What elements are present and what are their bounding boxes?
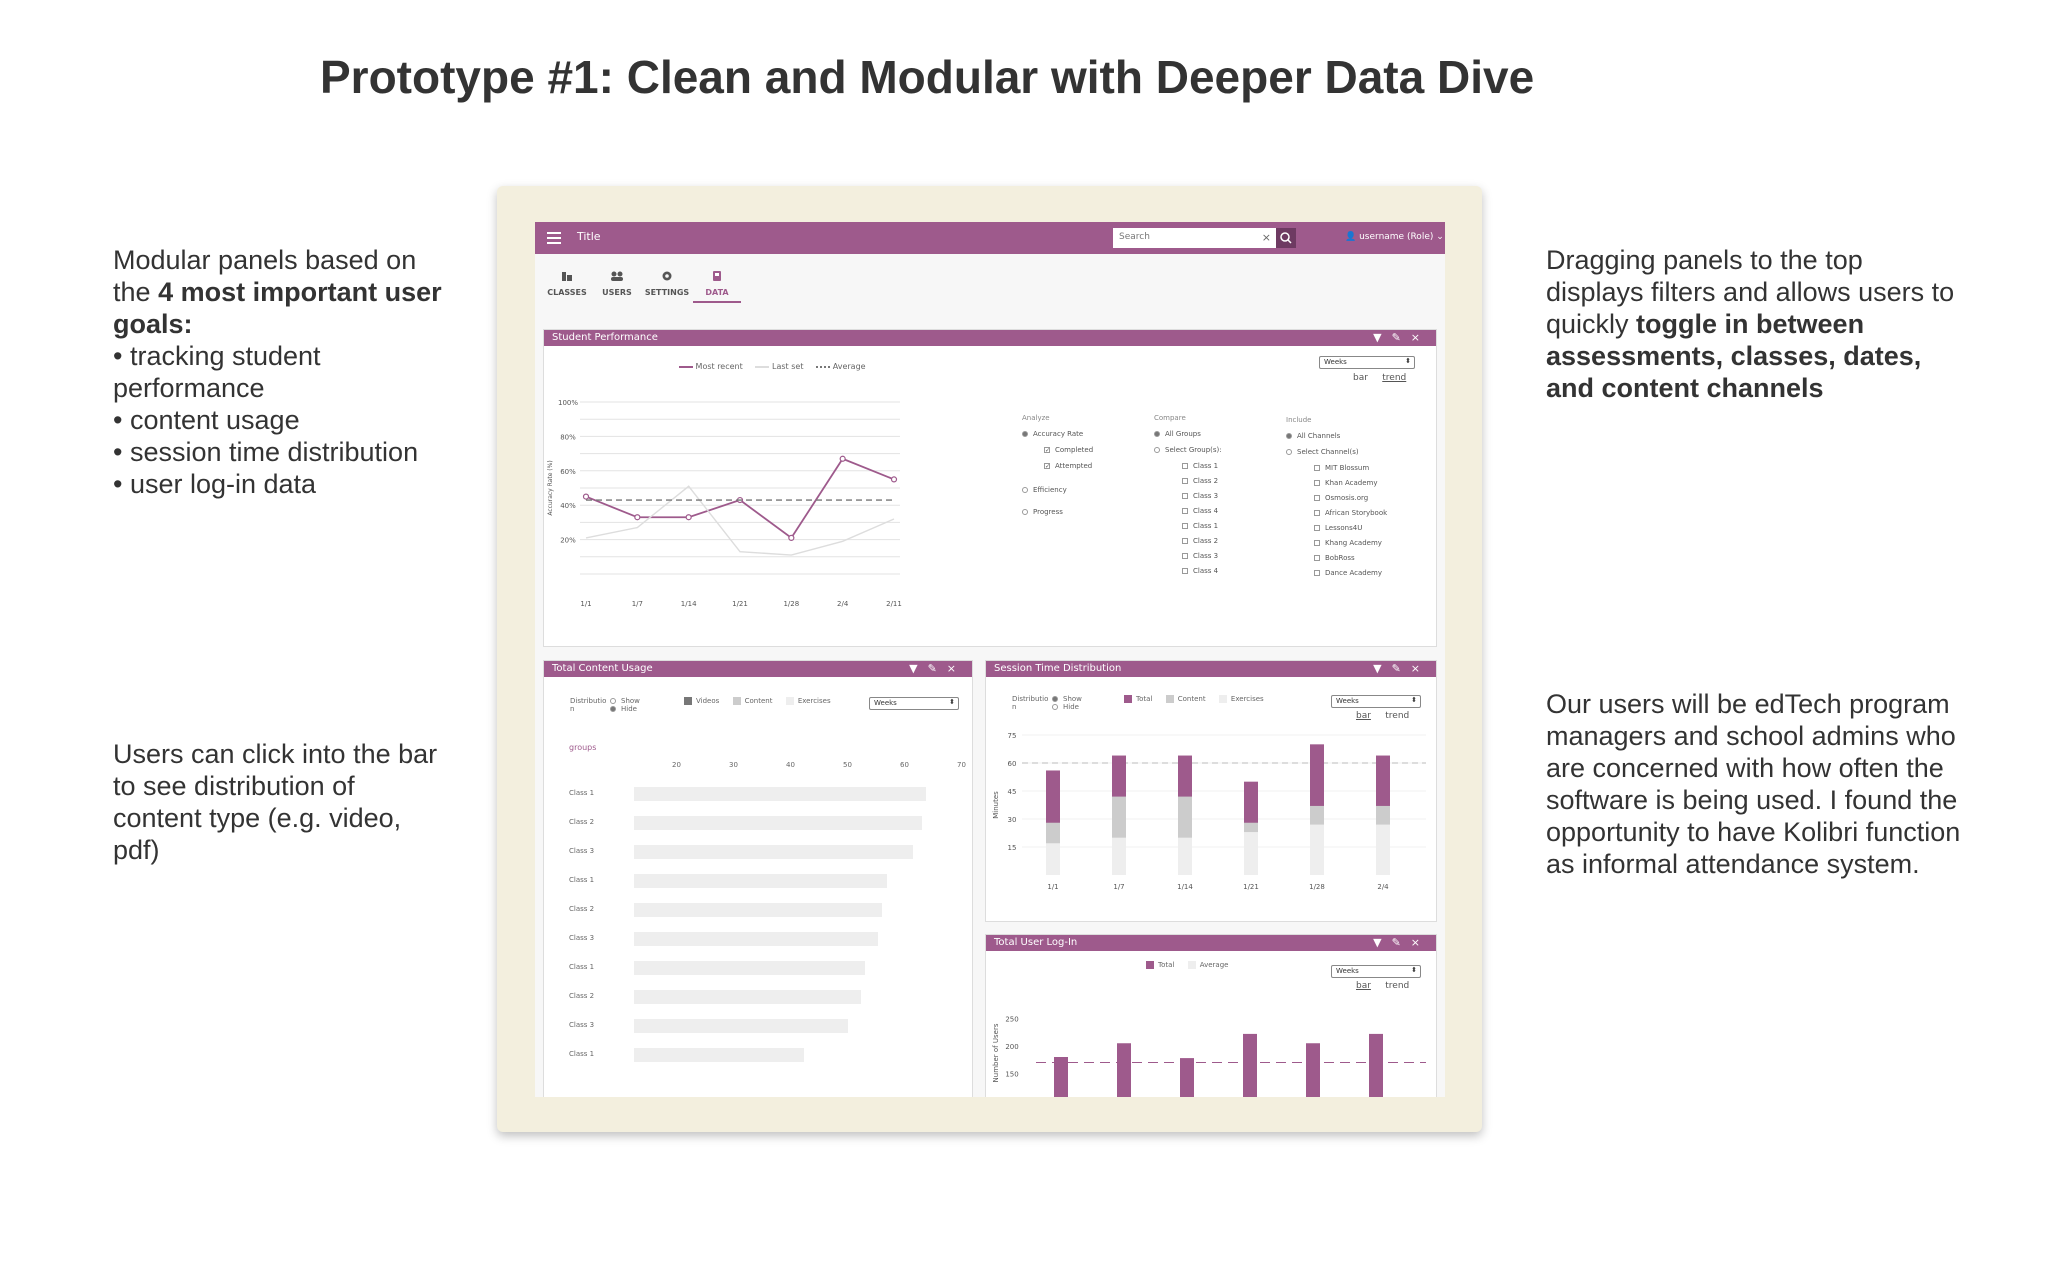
select-groups-radio[interactable]: Select Group(s):	[1154, 446, 1222, 462]
checkbox[interactable]	[1314, 555, 1320, 561]
search-placeholder: Search	[1119, 232, 1150, 242]
nav-tabs	[535, 262, 835, 310]
y-axis-label: Accuracy Rate (%)	[547, 460, 554, 516]
channel-checkbox-label: BobRoss	[1325, 554, 1355, 562]
period-select-value: Weeks	[1324, 358, 1347, 366]
x-tick-label: 1/28	[1309, 883, 1325, 891]
panel-header[interactable]	[544, 330, 1436, 346]
include-options	[1286, 416, 1387, 584]
session-legend: Total Content Exercises	[1124, 695, 1264, 703]
clear-icon[interactable]: ×	[1261, 231, 1271, 244]
x-tick-label: 70	[957, 761, 966, 769]
x-tick-label: 1/1	[1047, 883, 1059, 891]
period-select-value: Weeks	[1336, 697, 1359, 705]
bar-toggle[interactable]: bar	[1353, 373, 1368, 383]
analyze-heading: Analyze	[1022, 414, 1050, 422]
group-checkbox-label: Class 1	[1193, 462, 1219, 470]
group-checkbox-label: Class 4	[1193, 507, 1219, 515]
analyze-progress-radio[interactable]: Progress	[1022, 508, 1093, 524]
login-bar	[1117, 1043, 1131, 1097]
filter-icon[interactable]: ▼	[1373, 331, 1392, 344]
user-login-panel[interactable]	[985, 934, 1437, 1097]
checkbox[interactable]	[1182, 538, 1188, 544]
compare-heading: Compare	[1154, 414, 1186, 422]
filter-icon[interactable]: ▼	[1373, 936, 1392, 949]
group-checkbox[interactable]	[1182, 522, 1222, 537]
legend-label: Most recent	[695, 362, 743, 371]
left-note-bold: 4 most important user goals:	[113, 277, 442, 339]
attempted-checkbox[interactable]: ✓ Attempted	[1045, 462, 1093, 470]
login-bar	[1180, 1058, 1194, 1097]
left-note-item: • content usage	[113, 405, 300, 435]
edit-icon[interactable]: ✎	[1391, 936, 1411, 949]
content-legend: Videos Content Exercises	[684, 697, 831, 705]
y-tick-label: 30	[1007, 816, 1017, 824]
checkbox[interactable]	[1182, 553, 1188, 559]
analyze-options	[1022, 414, 1093, 524]
app-screenshot	[535, 222, 1445, 1097]
view-toggle	[1356, 981, 1409, 991]
tab-label: DATA	[705, 288, 729, 297]
trend-toggle[interactable]: trend	[1385, 981, 1410, 991]
all-groups-radio[interactable]: All Groups	[1154, 430, 1222, 446]
session-time-panel[interactable]	[985, 660, 1437, 922]
tab-classes[interactable]	[543, 270, 591, 297]
bar-row-label: Class 3	[569, 1021, 595, 1029]
y-tick-label: 75	[1007, 732, 1017, 740]
data-point	[584, 494, 589, 499]
search-input[interactable]	[1113, 228, 1276, 248]
channel-checkbox-label: MIT Blossum	[1325, 464, 1370, 472]
view-toggle	[1353, 373, 1406, 383]
search-icon	[1276, 228, 1296, 248]
bar-exercises	[1178, 838, 1192, 875]
legend-label: Last set	[772, 362, 804, 371]
bar-exercises	[1046, 843, 1060, 875]
group-checkbox-label: Class 2	[1193, 477, 1219, 485]
usage-bar[interactable]	[634, 903, 882, 917]
checkbox[interactable]	[1314, 480, 1320, 486]
channel-checkbox[interactable]	[1314, 554, 1387, 569]
y-tick-label: 250	[1005, 1015, 1019, 1024]
channel-checkbox-label: African Storybook	[1325, 509, 1388, 517]
panel-title: Total User Log-In	[994, 937, 1078, 948]
data-point	[892, 477, 897, 482]
right-note-drag	[1546, 244, 1966, 404]
compare-options	[1154, 414, 1222, 582]
checkbox[interactable]	[1182, 478, 1188, 484]
left-note-item: • user log-in data	[113, 469, 317, 499]
checkbox[interactable]	[1182, 463, 1188, 469]
channel-checkbox[interactable]	[1314, 464, 1387, 479]
y-tick-label: 200	[1005, 1043, 1019, 1051]
content-usage-panel[interactable]	[543, 660, 973, 1097]
login-bar-chart	[986, 993, 1438, 1097]
x-tick-label: 50	[843, 761, 852, 769]
login-bar	[1369, 1034, 1383, 1097]
filter-icon[interactable]: ▼	[909, 662, 928, 675]
bar-row-label: Class 3	[569, 847, 595, 855]
bar-toggle[interactable]: bar	[1356, 981, 1371, 991]
login-legend: Total Average	[1146, 961, 1228, 969]
y-axis-label: Minutes	[992, 791, 1000, 819]
channel-checkbox[interactable]	[1314, 494, 1387, 509]
channel-checkbox[interactable]	[1314, 524, 1387, 539]
close-icon[interactable]: ×	[1410, 936, 1430, 949]
y-tick-label: 100%	[557, 399, 579, 407]
panel-tools	[1373, 662, 1430, 675]
user-icon: 👤	[1345, 232, 1357, 242]
filter-icon[interactable]: ▼	[1373, 662, 1392, 675]
bar-exercises	[1112, 838, 1126, 875]
distribution-label: Distributio n	[1012, 695, 1049, 711]
close-icon[interactable]: ×	[1410, 662, 1430, 675]
groups-label: groups	[569, 743, 597, 752]
channel-checkbox[interactable]	[1314, 479, 1387, 494]
x-tick-label: 40	[786, 761, 795, 769]
panel-tools	[909, 662, 966, 675]
group-checkbox-list	[1154, 462, 1222, 582]
chart-legend	[679, 362, 866, 371]
checkbox[interactable]	[1314, 465, 1320, 471]
panel-header[interactable]	[986, 935, 1436, 951]
group-checkbox[interactable]	[1182, 537, 1222, 552]
distribution-toggle[interactable]: Show Hide	[610, 697, 640, 713]
edit-icon[interactable]: ✎	[1391, 331, 1411, 344]
tab-users[interactable]	[593, 270, 641, 297]
period-select-value: Weeks	[874, 699, 897, 707]
edit-icon[interactable]: ✎	[927, 662, 947, 675]
y-tick-label: 60	[1007, 760, 1017, 768]
trend-toggle[interactable]: trend	[1382, 373, 1407, 383]
checkbox[interactable]	[1314, 540, 1320, 546]
usage-bar[interactable]	[634, 874, 887, 888]
group-checkbox[interactable]	[1182, 567, 1222, 582]
x-tick-label: 1/7	[631, 600, 643, 608]
period-select[interactable]	[869, 697, 959, 710]
period-select-value: Weeks	[1336, 967, 1359, 975]
analyze-efficiency-radio[interactable]: Efficiency	[1022, 486, 1093, 502]
right-note-bold: toggle in between assessments, classes, dates, and content channels	[1546, 309, 1922, 403]
data-point	[686, 515, 691, 520]
period-select[interactable]	[1331, 965, 1421, 978]
group-checkbox-label: Class 4	[1193, 567, 1219, 575]
group-checkbox-label: Class 3	[1193, 552, 1219, 560]
completed-checkbox[interactable]: ✓ Completed	[1045, 446, 1094, 454]
x-tick-label: 1/14	[680, 600, 697, 608]
bar-exercises	[1310, 825, 1324, 875]
right-note-users: Our users will be edTech program managers and school admins who are concerned with how often the software is being used. I found the opportunity to have Kolibri function as informal attendance system.	[1546, 689, 1961, 879]
x-tick-label: 2/4	[837, 600, 849, 608]
checkbox[interactable]	[1182, 508, 1188, 514]
bar-row-label: Class 1	[569, 789, 595, 797]
classes-icon	[561, 270, 573, 282]
all-channels-radio[interactable]: All Channels	[1286, 432, 1387, 448]
left-note-item: • tracking student performance	[113, 341, 321, 403]
y-tick-label: 60%	[560, 467, 576, 476]
group-checkbox[interactable]	[1182, 507, 1222, 522]
channel-checkbox[interactable]	[1314, 539, 1387, 554]
slide-title: Prototype #1: Clean and Modular with Deeper Data Dive	[320, 51, 1535, 103]
group-checkbox[interactable]	[1182, 462, 1222, 477]
tab-label: SETTINGS	[644, 288, 690, 297]
checkbox[interactable]	[1182, 568, 1188, 574]
bar-exercises	[1244, 832, 1258, 875]
x-tick-label: 1/14	[1177, 883, 1193, 891]
group-checkbox[interactable]	[1182, 492, 1222, 507]
usage-bar[interactable]	[634, 990, 861, 1004]
usage-bar[interactable]	[634, 1019, 848, 1033]
y-tick-label: 150	[1005, 1070, 1019, 1079]
y-tick-label: 40%	[560, 502, 576, 511]
app-title: Title	[577, 230, 601, 243]
bar-row-label: Class 2	[569, 992, 595, 1000]
bar-row-label: Class 3	[569, 934, 595, 942]
checkbox[interactable]	[1182, 523, 1188, 529]
hamburger-menu-icon[interactable]	[547, 232, 561, 244]
panel-title: Session Time Distribution	[994, 663, 1122, 674]
x-tick-label: 1/28	[783, 600, 800, 608]
login-bar	[1243, 1034, 1257, 1097]
group-checkbox-label: Class 3	[1193, 492, 1219, 500]
x-tick-label: 1/7	[1113, 883, 1125, 891]
x-tick-label: 60	[900, 761, 909, 769]
user-name: username (Role)	[1359, 232, 1434, 242]
include-heading: Include	[1286, 416, 1312, 424]
usage-bar[interactable]	[634, 787, 926, 801]
user-menu[interactable]	[1345, 232, 1444, 242]
bar-row-label: Class 1	[569, 963, 595, 971]
select-channels-radio[interactable]: Select Channel(s)	[1286, 448, 1387, 464]
chevron-down-icon: ⌄	[1436, 232, 1444, 242]
panel-tools	[1373, 331, 1430, 344]
group-checkbox[interactable]	[1182, 477, 1222, 492]
analyze-accuracy-radio[interactable]: Accuracy Rate	[1022, 430, 1093, 446]
channel-checkbox-label: Lessons4U	[1325, 524, 1363, 532]
x-tick-label: 20	[672, 761, 681, 769]
close-icon[interactable]: ×	[1410, 331, 1430, 344]
checkbox[interactable]	[1314, 510, 1320, 516]
channel-checkbox[interactable]	[1314, 509, 1387, 524]
panel-title: Student Performance	[552, 332, 658, 343]
search-button[interactable]	[1276, 228, 1296, 248]
usage-bar[interactable]	[634, 961, 865, 975]
group-checkbox-label: Class 1	[1193, 522, 1219, 530]
x-tick-label: 30	[729, 761, 738, 769]
app-topbar	[535, 222, 1445, 254]
bar-row-label: Class 2	[569, 905, 595, 913]
right-note-intro: Dragging panels to the top displays filters and allows users to quickly	[1546, 245, 1955, 339]
checkbox[interactable]	[1314, 570, 1320, 576]
login-bar	[1054, 1057, 1068, 1097]
left-note-item: • session time distribution	[113, 437, 419, 467]
session-bar-chart	[986, 725, 1438, 921]
bar-row-label: Class 1	[569, 876, 595, 884]
data-point	[840, 456, 845, 461]
period-select[interactable]	[1319, 356, 1415, 369]
checkbox[interactable]	[1182, 493, 1188, 499]
distribution-label: Distributio n	[570, 697, 607, 713]
y-tick-label: 80%	[560, 433, 576, 442]
usage-bar[interactable]	[634, 1048, 804, 1062]
panel-title: Total Content Usage	[552, 663, 653, 674]
group-checkbox-label: Class 2	[1193, 537, 1219, 545]
tab-settings[interactable]	[643, 270, 691, 297]
edit-icon[interactable]: ✎	[1391, 662, 1411, 675]
left-note-goals	[113, 244, 443, 500]
y-axis-label: Number of Users	[992, 1023, 1000, 1083]
legend-label: Average	[832, 362, 866, 371]
close-icon[interactable]: ×	[946, 662, 966, 675]
channel-checkbox-label: Khan Academy	[1325, 479, 1378, 487]
channel-checkbox-list	[1286, 464, 1387, 584]
bar-exercises	[1376, 825, 1390, 875]
channel-checkbox[interactable]	[1314, 569, 1387, 584]
tab-label: USERS	[602, 288, 632, 297]
x-tick-label: 2/11	[886, 600, 902, 608]
channel-checkbox-label: Osmosis.org	[1325, 494, 1369, 502]
series-line-last-set	[586, 486, 894, 555]
left-note-bar: Users can click into the bar to see distribution of content type (e.g. video, pdf)	[113, 739, 438, 865]
checkbox[interactable]	[1314, 495, 1320, 501]
gear-icon	[661, 270, 673, 282]
login-bar	[1306, 1043, 1320, 1097]
group-checkbox[interactable]	[1182, 552, 1222, 567]
tab-data[interactable]	[693, 270, 741, 303]
channel-checkbox-label: Khang Academy	[1325, 539, 1382, 547]
channel-checkbox-label: Dance Academy	[1325, 569, 1383, 577]
bar-row-label: Class 1	[569, 1050, 595, 1058]
x-tick-label: 1/21	[1243, 883, 1259, 891]
y-tick-label: 15	[1007, 844, 1017, 852]
x-tick-label: 2/4	[1377, 883, 1389, 891]
x-tick-label: 1/1	[580, 600, 592, 608]
distribution-toggle[interactable]: Show Hide	[1052, 695, 1082, 711]
panel-tools	[1373, 936, 1430, 949]
bar-toggle[interactable]: bar	[1356, 711, 1371, 721]
y-tick-label: 45	[1007, 788, 1017, 796]
usage-bar[interactable]	[634, 816, 922, 830]
performance-line-chart	[544, 388, 1014, 648]
y-tick-label: 20%	[560, 536, 576, 545]
tab-label: CLASSES	[547, 288, 587, 297]
period-select[interactable]	[1331, 695, 1421, 708]
data-point	[635, 515, 640, 520]
student-performance-panel[interactable]	[543, 329, 1437, 647]
trend-toggle[interactable]: trend	[1385, 711, 1410, 721]
x-tick-label: 1/21	[732, 600, 748, 608]
bar-row-label: Class 2	[569, 818, 595, 826]
left-note-intro: Modular panels based on the	[113, 245, 417, 307]
usage-bar[interactable]	[634, 932, 878, 946]
panel-header[interactable]	[544, 661, 972, 677]
checkbox[interactable]	[1314, 525, 1320, 531]
data-icon	[711, 270, 723, 282]
usage-bar[interactable]	[634, 845, 913, 859]
view-toggle	[1356, 711, 1409, 721]
users-icon	[610, 270, 624, 282]
data-point	[789, 535, 794, 540]
panel-header[interactable]	[986, 661, 1436, 677]
